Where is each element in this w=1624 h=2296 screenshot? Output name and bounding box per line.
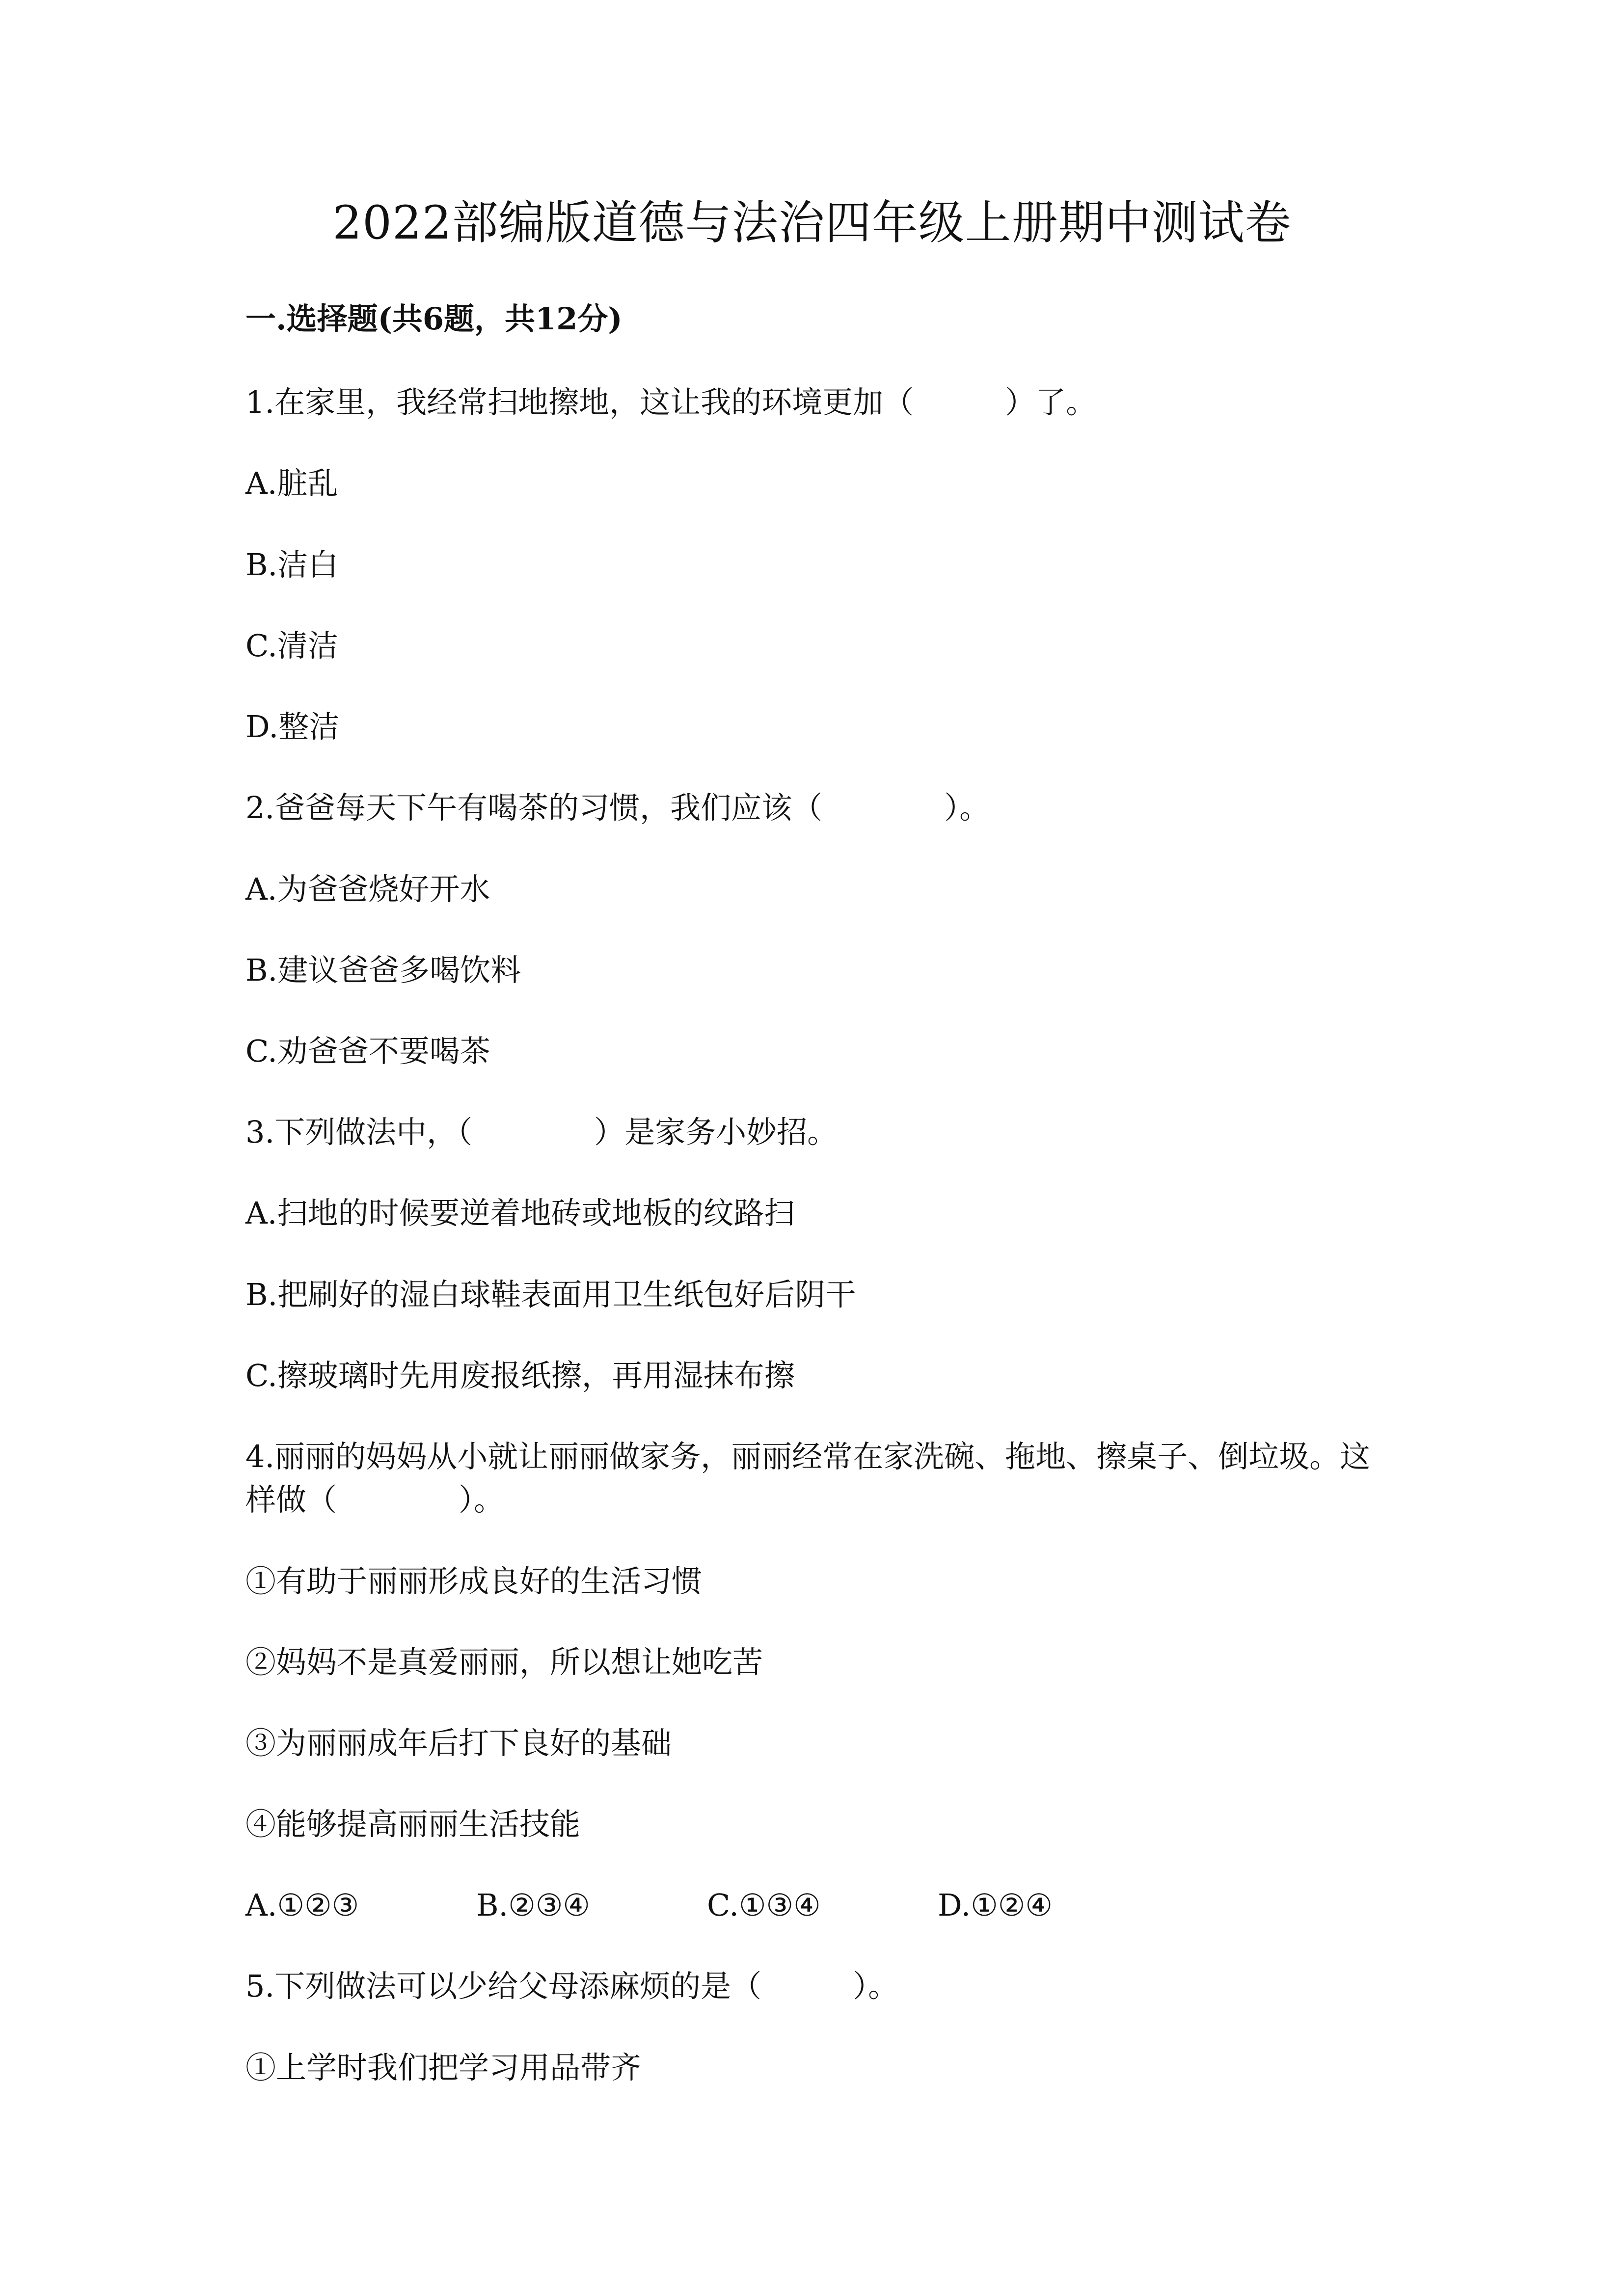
question-4-option-a[interactable]: A.①②③ bbox=[245, 1887, 359, 1923]
question-3-option-c[interactable]: C.擦玻璃时先用废报纸擦，再用湿抹布擦 bbox=[245, 1358, 795, 1393]
question-4-statement-4: ④能够提高丽丽生活技能 bbox=[245, 1806, 581, 1842]
question-2-option-b[interactable]: B.建议爸爸多喝饮料 bbox=[245, 952, 521, 988]
question-1-option-b[interactable]: B.洁白 bbox=[245, 547, 339, 583]
question-1-option-a[interactable]: A.脏乱 bbox=[245, 465, 338, 501]
question-5-stem: 5.下列做法可以少给父母添麻烦的是（ ）。 bbox=[245, 1968, 899, 2004]
question-1-stem: 1.在家里，我经常扫地擦地，这让我的环境更加（ ）了。 bbox=[245, 384, 1097, 420]
question-4-statement-2: ②妈妈不是真爱丽丽，所以想让她吃苦 bbox=[245, 1644, 763, 1680]
question-4-statement-1: ①有助于丽丽形成良好的生活习惯 bbox=[245, 1563, 703, 1599]
question-3-option-a[interactable]: A.扫地的时候要逆着地砖或地板的纹路扫 bbox=[245, 1195, 795, 1231]
question-4-option-c[interactable]: C.①③④ bbox=[707, 1887, 821, 1923]
question-3-stem: 3.下列做法中，（ ）是家务小妙招。 bbox=[245, 1114, 838, 1150]
page-title: 2022部编版道德与法治四年级上册期中测试卷 bbox=[332, 196, 1292, 250]
question-4-stem: 4.丽丽的妈妈从小就让丽丽做家务，丽丽经常在家洗碗、拖地、擦桌子、倒垃圾。这样做（ ）。 bbox=[245, 1439, 1371, 1518]
question-2-option-c[interactable]: C.劝爸爸不要喝茶 bbox=[245, 1033, 490, 1069]
question-3-option-b[interactable]: B.把刷好的湿白球鞋表面用卫生纸包好后阴干 bbox=[245, 1277, 856, 1312]
question-2-stem: 2.爸爸每天下午有喝茶的习惯，我们应该（ ）。 bbox=[245, 790, 990, 826]
question-4-option-d[interactable]: D.①②④ bbox=[938, 1887, 1053, 1923]
question-1-option-c[interactable]: C.清洁 bbox=[245, 628, 338, 664]
question-5-statement-1: ①上学时我们把学习用品带齐 bbox=[245, 2050, 642, 2085]
question-4-option-b[interactable]: B.②③④ bbox=[476, 1887, 591, 1923]
section-heading: 一.选择题(共6题，共12分) bbox=[245, 301, 623, 337]
question-4-statement-3: ③为丽丽成年后打下良好的基础 bbox=[245, 1725, 672, 1761]
question-2-option-a[interactable]: A.为爸爸烧好开水 bbox=[245, 871, 490, 907]
question-1-option-d[interactable]: D.整洁 bbox=[245, 709, 340, 745]
question-4-options bbox=[245, 1884, 1168, 1927]
